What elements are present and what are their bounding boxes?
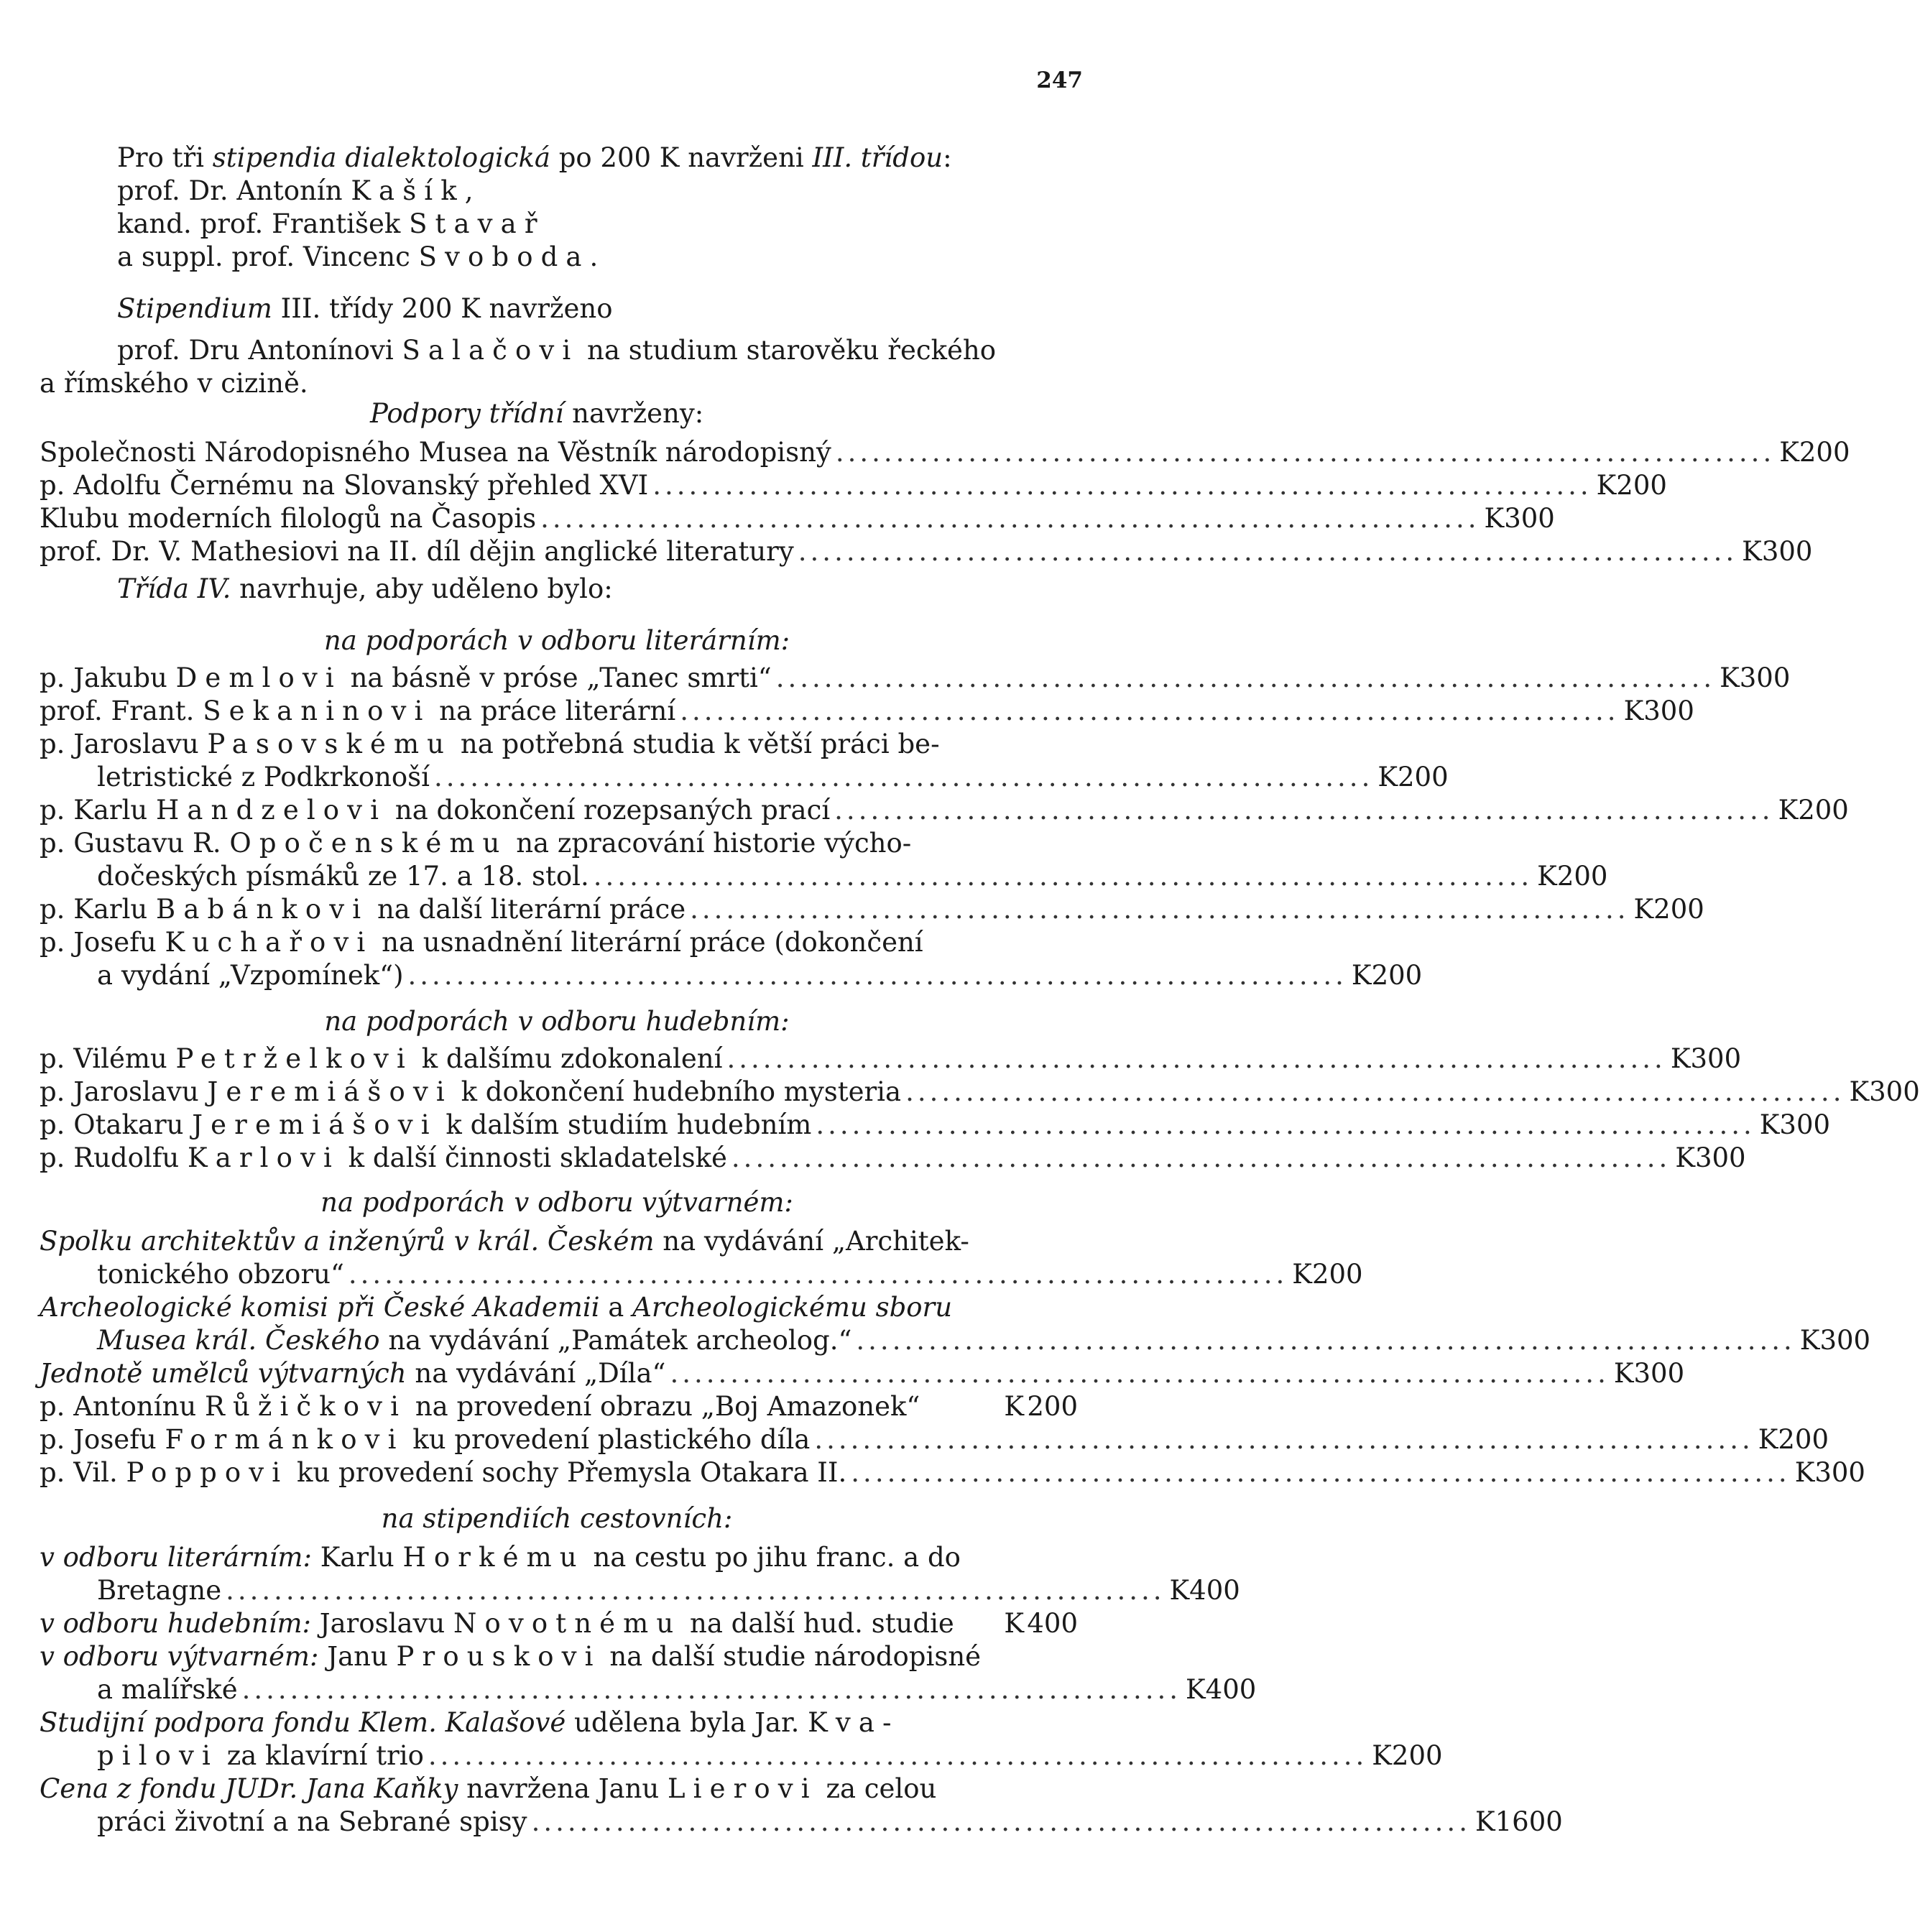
grant-row: Spolku architektův a inženýrů v král. Českém na vydávání „Architek- [40, 1226, 969, 1257]
grant-row-cont: dočeských písmáků ze 17. a 18. stol. .............................................................................. K 200 [97, 861, 1608, 892]
stipend-line: a římského v cizině. [40, 368, 308, 399]
podpory-item: p. Adolfu Černému na Slovanský přehled XVI .............................................................................. K 200 [40, 470, 1667, 501]
grant-row: Archeologické komisi při České Akademii a Archeologickému sboru [40, 1292, 953, 1323]
nominee-line: a suppl. prof. Vincenc Svoboda. [117, 241, 599, 272]
grant-row-cont: Musea král. Českého na vydávání „Památek archeolog.“ .............................................................................. K 300 [97, 1325, 1871, 1356]
grant-row: p. Vilému Petrželkovi k dalšímu zdokonalení .............................................................................. K 300 [40, 1043, 1742, 1074]
page-number: 247 [1036, 68, 1083, 93]
grant-row: p. Jaroslavu Pasovskému na potřebná studia k větší práci be- [40, 729, 940, 759]
grant-row: p. Karlu Babánkovi na další literární práce .............................................................................. K 200 [40, 894, 1704, 925]
grant-row: p. Karlu Handzelovi na dokončení rozepsaných prací .............................................................................. K 200 [40, 795, 1849, 826]
podpory-item: Klubu moderních filologů na Časopis .............................................................................. K 300 [40, 503, 1555, 534]
grant-row: Studijní podpora fondu Klem. Kalašové udělena byla Jar. Kva- [40, 1707, 900, 1738]
stipend-heading: Stipendium III. třídy 200 K navrženo [117, 293, 613, 324]
grant-row: p. Jaroslavu Jeremiášovi k dokončení hudebního mysteria .............................................................................. K 300 [40, 1076, 1920, 1107]
grant-row: p. Josefu Kuchařovi na usnadnění literární práce (dokončení [40, 927, 923, 958]
grant-row-cont: Bretagne .............................................................................. K 400 [97, 1575, 1240, 1606]
grant-row-cont: a vydání „Vzpomínek“) .............................................................................. K 200 [97, 960, 1423, 991]
nominee-line: prof. Dr. Antonín Kašík, [117, 175, 474, 206]
grant-row: p. Otakaru Jeremiášovi k dalším studiím hudebním .............................................................................. K 300 [40, 1109, 1831, 1140]
podpory-item: Společnosti Národopisného Musea na Věstník národopisný .............................................................................. K 200 [40, 437, 1850, 468]
grant-row: v odboru hudebním: Jaroslavu Novotnému na další hud. studie K 400 [40, 1608, 1078, 1639]
grant-row: p. Gustavu R. Opočenskému na zpracování historie výcho- [40, 828, 912, 859]
section-heading-visual: na podporách v odboru výtvarném: [320, 1187, 793, 1218]
grant-row: Cena z fondu JUDr. Jana Kaňky navržena Janu Lierovi za celou [40, 1773, 937, 1804]
podpory-heading: Podpory třídní navrženy: [370, 398, 704, 429]
grant-row: Jednotě umělců výtvarných na vydávání „Díla“ .............................................................................. K 300 [40, 1358, 1685, 1389]
grant-row-cont: tonického obzoru“ .............................................................................. K 200 [97, 1259, 1363, 1290]
grant-row: prof. Frant. Sekaninovi na práce literární .............................................................................. K 300 [40, 695, 1694, 726]
intro-line: Pro tři stipendia dialektologická po 200 K navrženi III. třídou: [117, 142, 952, 173]
grant-row: p. Rudolfu Karlovi k další činnosti skladatelské .............................................................................. K 300 [40, 1142, 1746, 1173]
grant-row-cont: a malířské .............................................................................. K 400 [97, 1674, 1257, 1705]
grant-row: v odboru výtvarném: Janu Prouskovi na další studie národopisné [40, 1641, 982, 1672]
trida-iv-heading: Třída IV. navrhuje, aby uděleno bylo: [117, 573, 613, 604]
grant-row-cont: práci životní a na Sebrané spisy .............................................................................. K 1600 [97, 1806, 1563, 1837]
grant-row-cont: pilovi za klavírní trio .............................................................................. K 200 [97, 1740, 1443, 1771]
grant-row: p. Vil. Poppovi ku provedení sochy Přemysla Otakara II. .............................................................................. K 300 [40, 1457, 1865, 1488]
stipend-line: prof. Dru Antonínovi Salačovi na studium starověku řeckého [117, 335, 997, 366]
grant-row: p. Jakubu Demlovi na básně v próse „Tanec smrti“ .............................................................................. K 300 [40, 662, 1791, 693]
section-heading-travel: na stipendiích cestovních: [381, 1503, 733, 1534]
section-heading-literary: na podporách v odboru literárním: [323, 625, 790, 656]
grant-row-cont: letristické z Podkrkonoší .............................................................................. K 200 [97, 762, 1449, 792]
section-heading-music: na podporách v odboru hudebním: [324, 1006, 790, 1037]
grant-row: p. Antonínu Růžičkovi na provedení obrazu „Boj Amazonek“ K 200 [40, 1391, 1078, 1422]
nominee-line: kand. prof. František Stavař [117, 208, 545, 239]
podpory-item: prof. Dr. V. Mathesiovi na II. díl dějin anglické literatury .............................................................................. K 300 [40, 536, 1813, 567]
grant-row: p. Josefu Formánkovi ku provedení plastického díla .............................................................................. K 200 [40, 1424, 1829, 1455]
grant-row: v odboru literárním: Karlu Horkému na cestu po jihu franc. a do [40, 1542, 961, 1573]
